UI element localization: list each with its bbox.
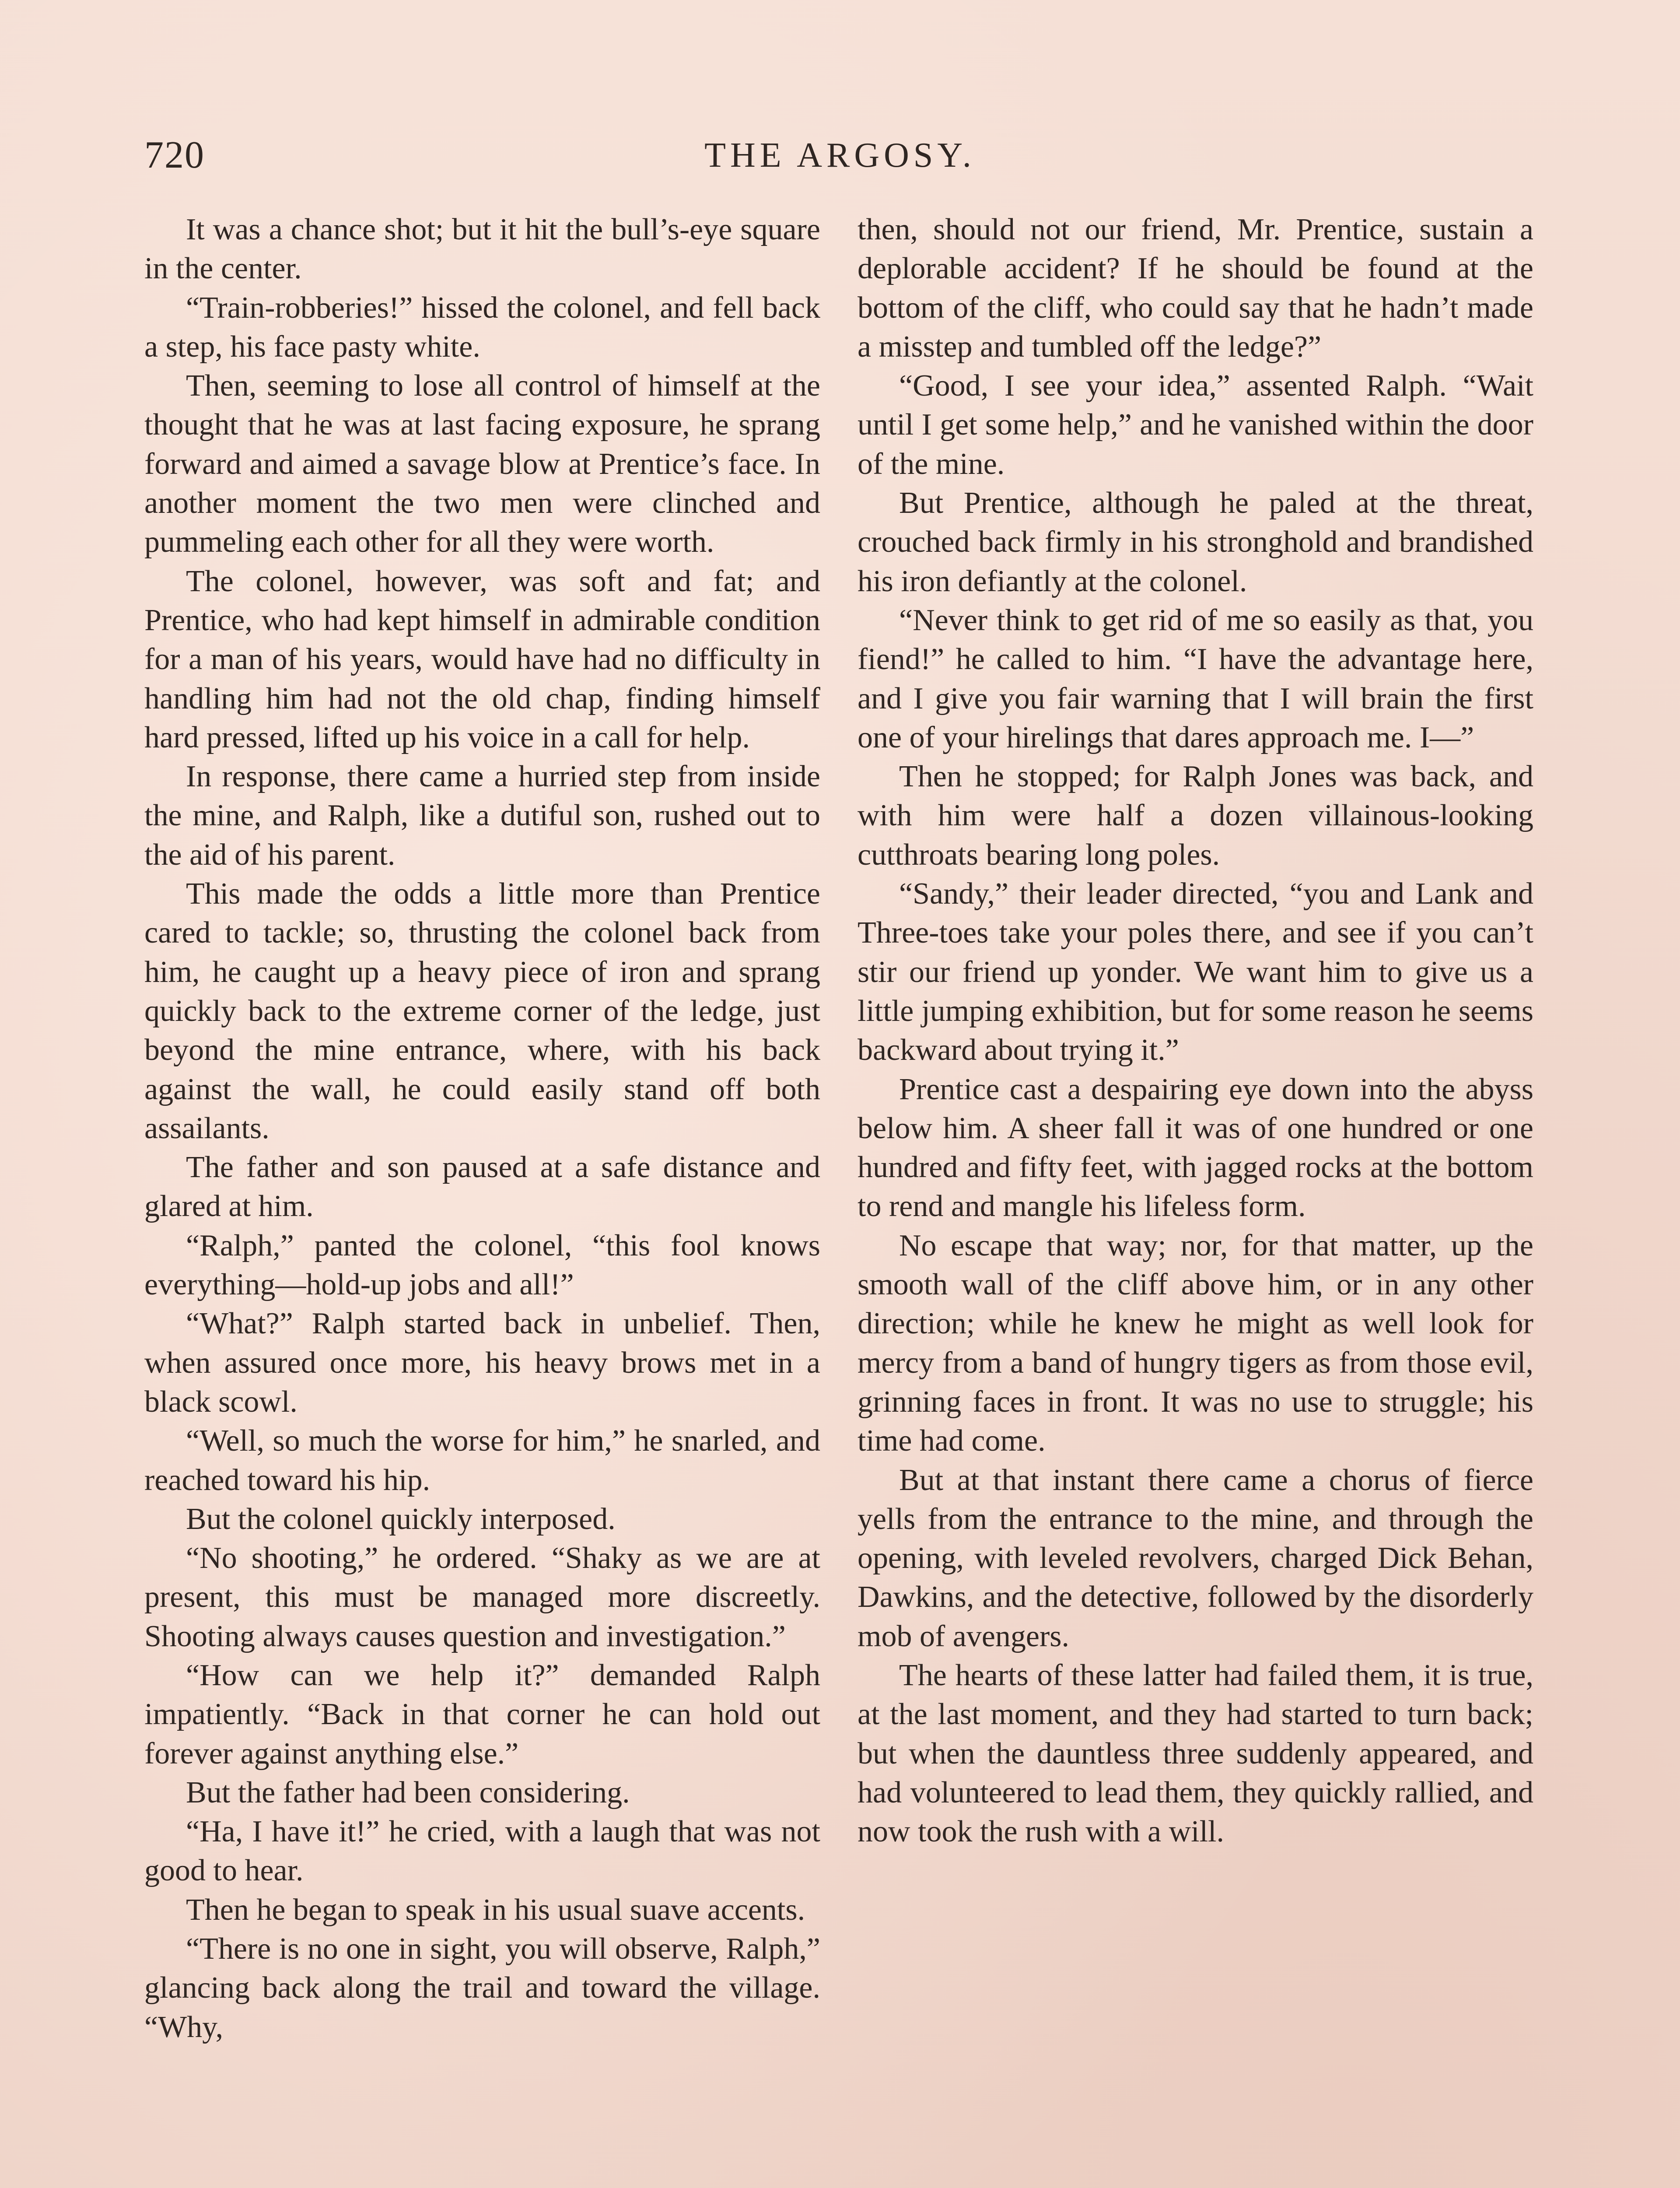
paragraph: It was a chance shot; but it hit the bull’s-eye square in the center. bbox=[144, 213, 820, 286]
paragraph: “Ha, I have it!” he cried, with a laugh that was not good to hear. bbox=[144, 1815, 820, 1888]
paragraph: “What?” Ralph started back in unbelief. Then, when assured once more, his heavy brows met in a black scowl. bbox=[144, 1307, 820, 1419]
paragraph: “Well, so much the worse for him,” he snarled, and reached toward his hip. bbox=[144, 1424, 820, 1497]
paragraph: But at that instant there came a chorus of fierce yells from the entrance to the mine, and through the opening, with leveled revolvers, charged Dick Behan, Dawkins, and the detective, followed by the disorderly mob of avengers. bbox=[858, 1463, 1533, 1653]
paragraph: But the father had been considering. bbox=[186, 1775, 630, 1809]
paragraph: “There is no one in sight, you will observe, Ralph,” glancing back along the trail and toward the village. “Why, bbox=[144, 1932, 820, 2044]
left-column bbox=[144, 210, 820, 2047]
paragraph: Then he began to speak in his usual suave accents. bbox=[186, 1893, 805, 1927]
paragraph: Then, seeming to lose all control of himself at the thought that he was at last facing exposure, he sprang forward and aimed a savage blow at Prentice’s face. In another moment the two men were clinched and pummeling each other for all they were worth. bbox=[144, 369, 820, 559]
paragraph-continued: then, should not our friend, Mr. Prentice, sustain a deplorable accident? If he should be found at the bottom of the cliff, who could say that he hadn’t made a misstep and tumbled off the ledge?” bbox=[858, 213, 1533, 364]
paragraph: But the colonel quickly interposed. bbox=[186, 1502, 616, 1536]
paragraph: “Good, I see your idea,” assented Ralph. “Wait until I get some help,” and he vanished within the door of the mine. bbox=[858, 369, 1533, 481]
paragraph: The hearts of these latter had failed them, it is true, at the last moment, and they had started to turn back; but when the dauntless three suddenly appeared, and had volunteered to lead them, they quickly rallied, and now took the rush with a will. bbox=[858, 1658, 1533, 1849]
paragraph: “Train-robberies!” hissed the colonel, and fell back a step, his face pasty white. bbox=[144, 291, 820, 364]
paragraph: But Prentice, although he paled at the threat, crouched back firmly in his stronghold and brandished his iron defiantly at the colonel. bbox=[858, 486, 1533, 598]
paragraph: “Sandy,” their leader directed, “you and Lank and Three-toes take your poles there, and see if you can’t stir our friend up yonder. We want him to give us a little jumping exhibition, but for some reason he seems backward about trying it.” bbox=[858, 877, 1533, 1067]
paragraph: The colonel, however, was soft and fat; and Prentice, who had kept himself in admirable condition for a man of his years, would have had no difficulty in handling him had not the old chap, finding himself hard pressed, lifted up his voice in a call for help. bbox=[144, 564, 820, 754]
paragraph: In response, there came a hurried step from inside the mine, and Ralph, like a dutiful son, rushed out to the aid of his parent. bbox=[144, 760, 820, 872]
page-header bbox=[144, 131, 1536, 179]
paragraph: “Ralph,” panted the colonel, “this fool knows everything—hold-up jobs and all!” bbox=[144, 1228, 820, 1302]
paragraph: This made the odds a little more than Prentice cared to tackle; so, thrusting the colonel back from him, he caught up a heavy piece of iron and sprang quickly back to the extreme corner of the ledge, just beyond the mine entrance, where, with his back against the wall, he could easily stand off both assailants. bbox=[144, 877, 820, 1145]
paragraph: “No shooting,” he ordered. “Shaky as we are at present, this must be managed more discreetly. Shooting always causes question and investigation.” bbox=[144, 1541, 820, 1653]
paragraph: The father and son paused at a safe distance and glared at him. bbox=[144, 1150, 820, 1224]
paragraph: Prentice cast a despairing eye down into the abyss below him. A sheer fall it was of one hundred or one hundred and fifty feet, with jagged rocks at the bottom to rend and mangle his lifeless form. bbox=[858, 1072, 1533, 1224]
paragraph: Then he stopped; for Ralph Jones was back, and with him were half a dozen villainous-looking cutthroats bearing long poles. bbox=[858, 760, 1533, 872]
running-title: THE ARGOSY. bbox=[704, 136, 976, 175]
page-number: 720 bbox=[144, 134, 205, 176]
right-column bbox=[858, 210, 1533, 1851]
paragraph: No escape that way; nor, for that matter, up the smooth wall of the cliff above him, or in any other direction; while he knew he might as well look for mercy from a band of hungry tigers as from those evil, grinning faces in front. It was no use to struggle; his time had come. bbox=[858, 1228, 1533, 1458]
paragraph: “How can we help it?” demanded Ralph impatiently. “Back in that corner he can hold out forever against anything else.” bbox=[144, 1658, 820, 1771]
paragraph: “Never think to get rid of me so easily as that, you fiend!” he called to him. “I have the advantage here, and I give you fair warning that I will brain the first one of your hirelings that dares approach me. I—” bbox=[858, 603, 1533, 754]
